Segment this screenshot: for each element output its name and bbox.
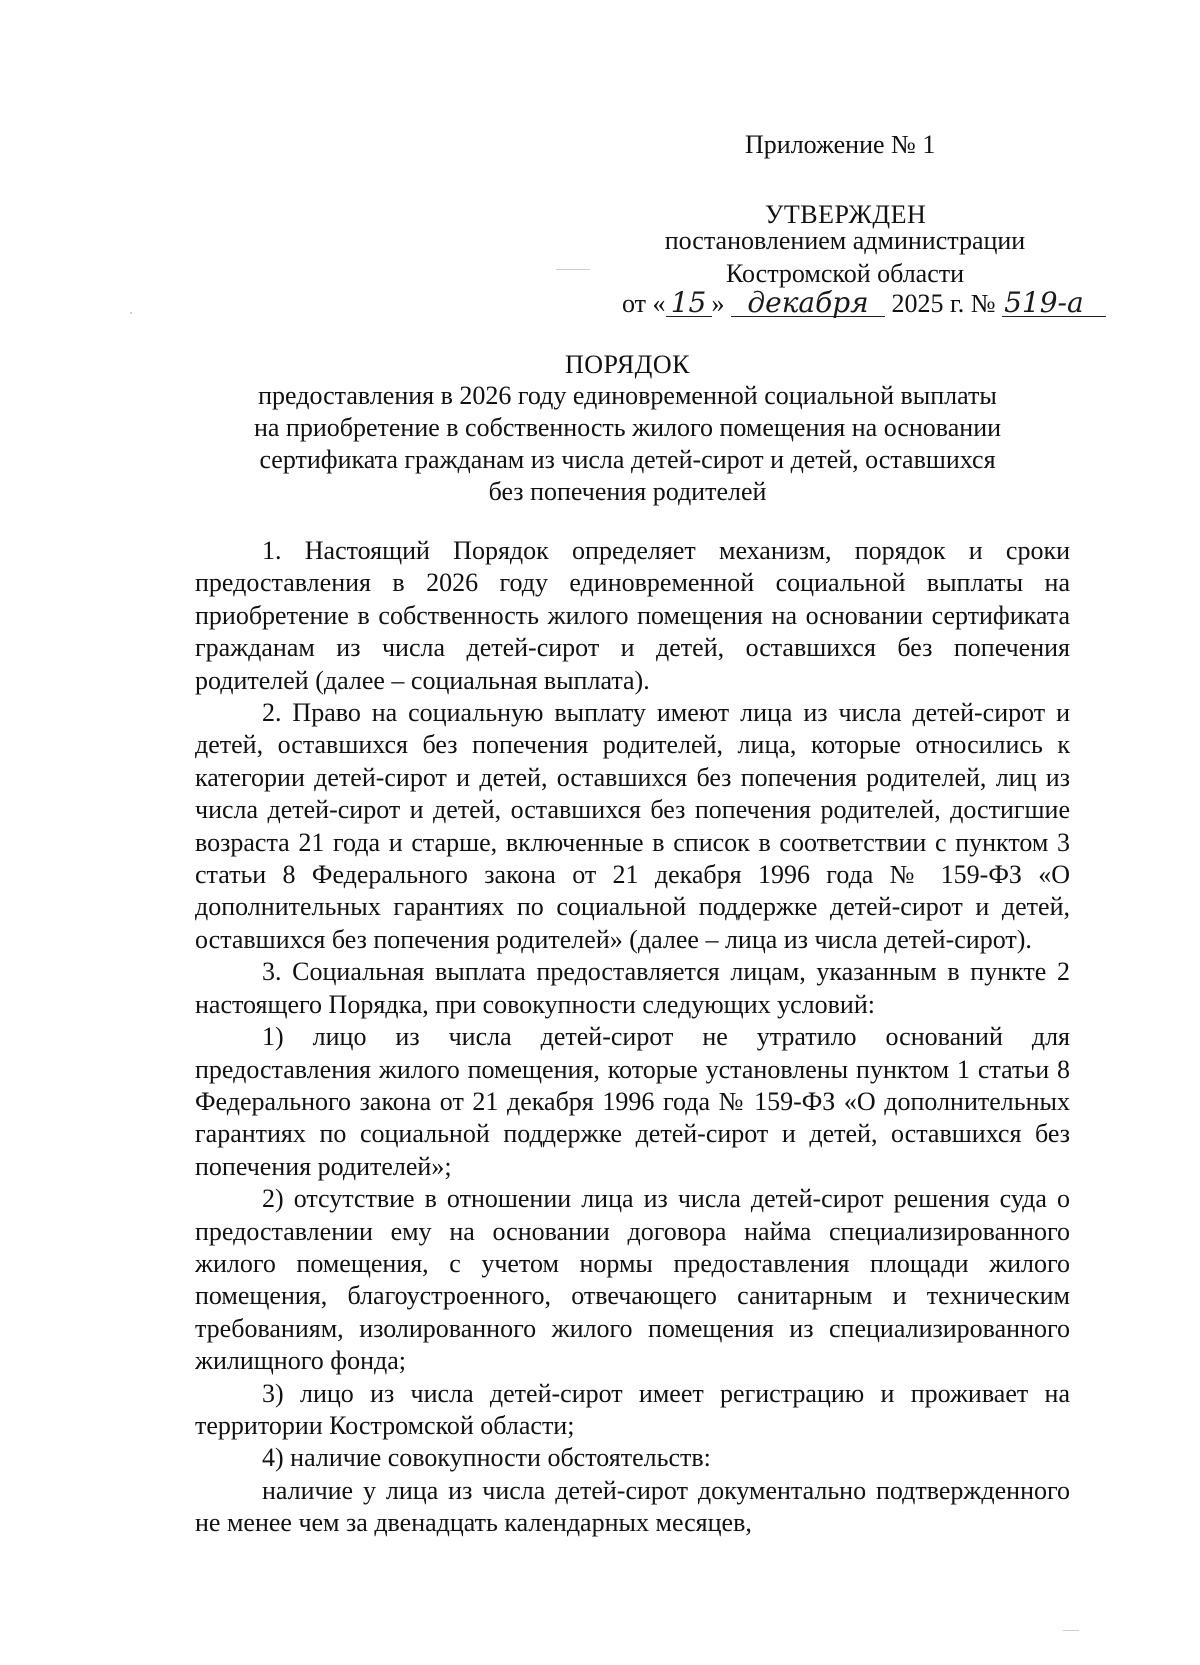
approved-by-block [655, 224, 1035, 290]
handwritten-doc-number: 519-а [1002, 290, 1106, 317]
paragraph: наличие у лица из числа детей-сирот документально подтвержденного не менее чем за двенадцать календарных месяцев, [195, 1475, 1070, 1538]
paragraph: 2. Право на социальную выплату имеют лица из числа детей-сирот и детей, оставшихся без попечения родителей, лица, которые относились к категории детей-сирот и детей, оставшихся без попечения родителей, лиц из числа детей-сирот и детей, оставшихся без попечения родителей, достигшие возраста 21 года и старше, включенные в список в соответствии с пунктом 3 статьи 8 Федерального закона от 21 декабря 1996 года № 159-ФЗ «О дополнительных гарантиях по социальной поддержке детей-сирот и детей, оставшихся без попечения родителей» (далее – лица из числа детей-сирот). [195, 698, 1070, 954]
date-prefix: от « [622, 289, 666, 318]
subtitle-line: без попечения родителей [488, 477, 767, 506]
handwritten-day: 15 [666, 290, 712, 317]
scan-mark [1063, 1630, 1079, 1631]
paragraph: 4) наличие совокупности обстоятельств: [262, 1443, 711, 1473]
approved-by-line: постановлением администрации [664, 226, 1026, 255]
resolution-date-line [622, 287, 1106, 321]
appendix-label: Приложение № 1 [745, 130, 936, 159]
document-body [195, 535, 1070, 1540]
subtitle-line: на приобретение в собственность жилого помещения на основании [253, 413, 1002, 442]
paragraph: 1. Настоящий Порядок определяет механизм, порядок и сроки предоставления в 2026 году единовременной социальной выплаты на приобретение в собственность жилого помещения на основании сертификата гражданам из числа детей-сирот и детей, оставшихся без попечения родителей (далее – социальная выплата). [195, 536, 1070, 695]
paragraph: 3. Социальная выплата предоставляется лицам, указанным в пункте 2 настоящего Порядка, при совокупности следующих условий: [195, 957, 1070, 1019]
scan-mark [556, 269, 590, 270]
approved-heading: УТВЕРЖДЕН [765, 200, 927, 229]
paragraph: 2) отсутствие в отношении лица из числа детей-сирот решения суда о предоставлении ему на основании договора найма специализированного жилого помещения, с учетом нормы предоставления площади жилого помещения, благоустроенного, отвечающего санитарным и техническим требованиям, изолированного жилого помещения из специализированного жилищного фонда; [195, 1184, 1070, 1376]
paragraph: 3) лицо из числа детей-сирот имеет регистрацию и проживает на территории Костромской области; [195, 1378, 1070, 1440]
date-mid: » [711, 289, 725, 318]
handwritten-month: декабря [731, 290, 885, 317]
subtitle-line: предоставления в 2026 году единовременной социальной выплаты [258, 381, 997, 410]
scan-mark [130, 312, 132, 314]
document-title: ПОРЯДОК [564, 350, 691, 379]
paragraph: 1) лицо из числа детей-сирот не утратило оснований для предоставления жилого помещения, которые установлены пунктом 1 статьи 8 Федерального закона от 21 декабря 1996 года № 159-ФЗ «О дополнительных гарантиях по социальной поддержке детей-сирот и детей, оставшихся без попечения родителей»; [195, 1022, 1070, 1181]
date-year: 2025 г. № [885, 289, 1003, 318]
approved-by-line: Костромской области [725, 259, 965, 288]
subtitle-line: сертификата гражданам из числа детей-сирот и детей, оставшихся [259, 445, 996, 474]
document-subtitle [0, 380, 1200, 508]
